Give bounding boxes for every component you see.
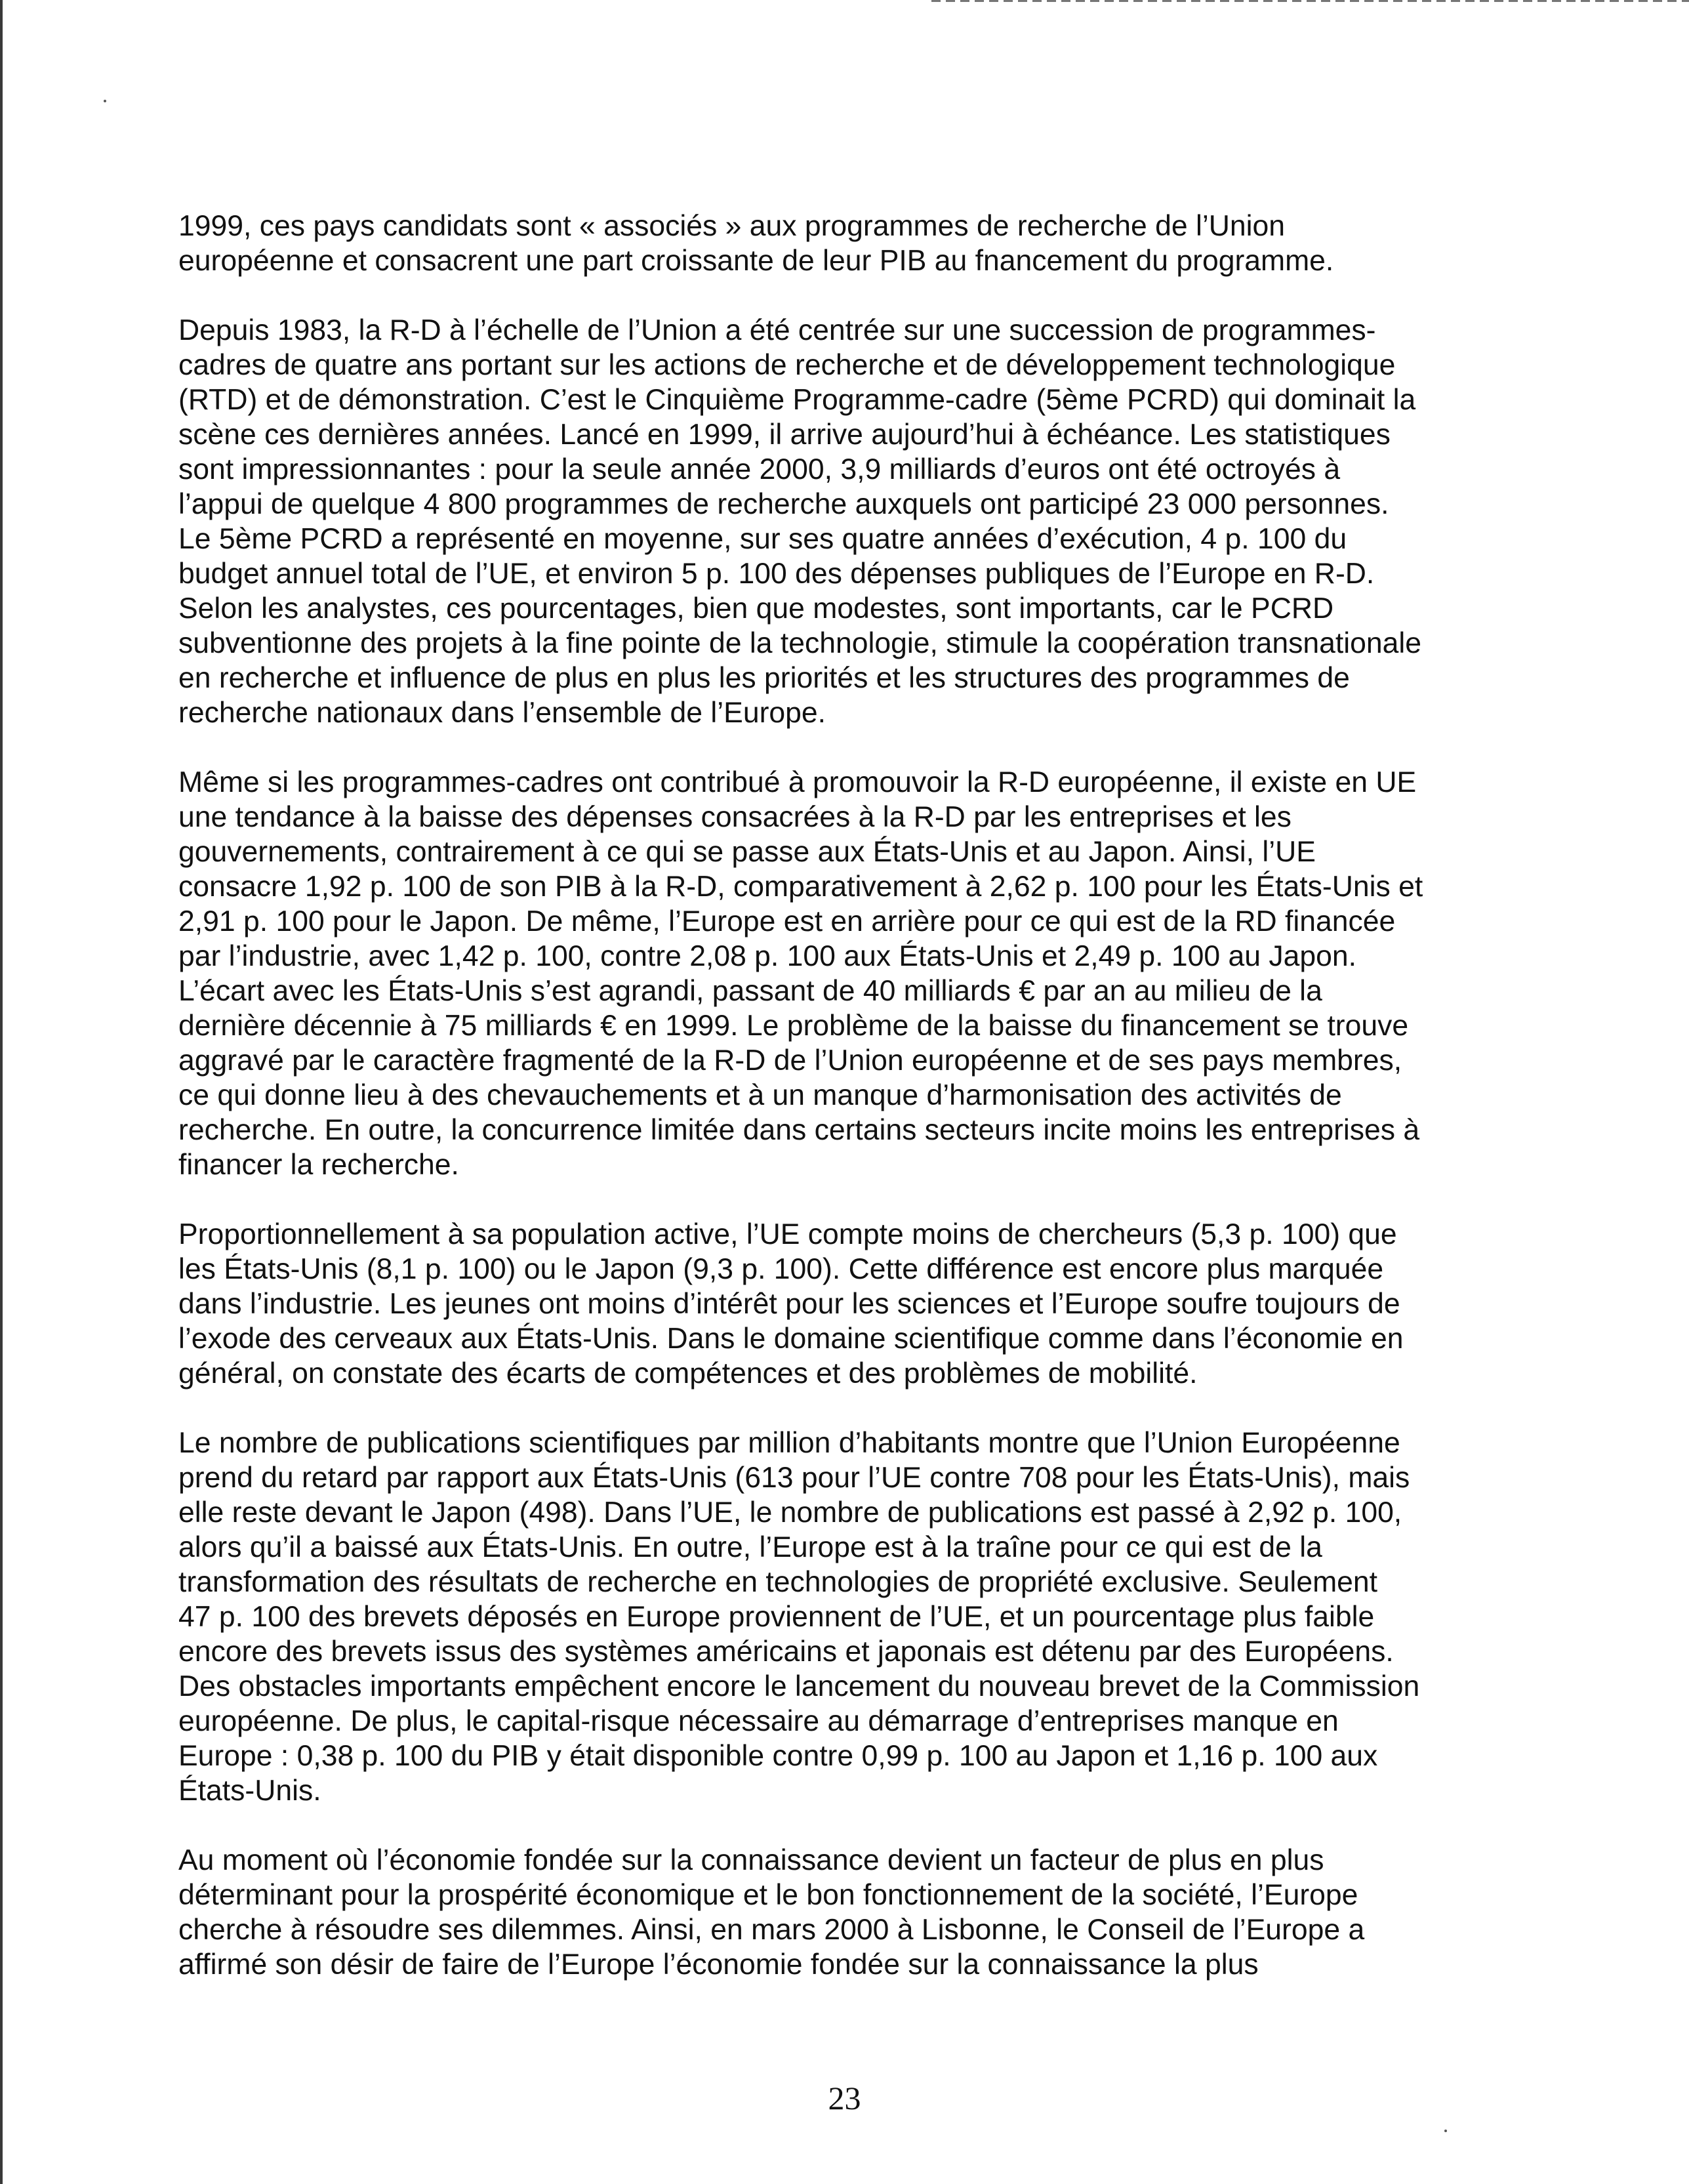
text-line: prend du retard par rapport aux États-Unis (613 pour l’UE contre 708 pour les États-Unis), mais <box>178 1462 1410 1494</box>
text-line: budget annuel total de l’UE, et environ 5 p. 100 des dépenses publiques de l’Europe en R-D. <box>178 558 1375 590</box>
text-line: recherche nationaux dans l’ensemble de l’Europe. <box>178 697 826 729</box>
text-line: Depuis 1983, la R-D à l’échelle de l’Union a été centrée sur une succession de programmes- <box>178 314 1376 346</box>
text-line: 47 p. 100 des brevets déposés en Europe proviennent de l’UE, et un pourcentage plus faible <box>178 1601 1375 1633</box>
text-line: affirmé son désir de faire de l’Europe l’économie fondée sur la connaissance la plus <box>178 1948 1259 1981</box>
text-line: Des obstacles importants empêchent encore le lancement du nouveau brevet de la Commission <box>178 1670 1420 1702</box>
paragraph <box>178 313 1503 730</box>
text-line: elle reste devant le Japon (498). Dans l’UE, le nombre de publications est passé à 2,92 p. 100, <box>178 1496 1402 1529</box>
text-line: alors qu’il a baissé aux États-Unis. En outre, l’Europe est à la traîne pour ce qui est de la <box>178 1531 1322 1563</box>
text-line: déterminant pour la prospérité économique et le bon fonctionnement de la société, l’Europe <box>178 1879 1358 1911</box>
text-line: L’écart avec les États-Unis s’est agrandi, passant de 40 milliards € par an au milieu de la <box>178 975 1322 1007</box>
text-line: sont impressionnantes : pour la seule année 2000, 3,9 milliards d’euros ont été octroyés à <box>178 453 1341 485</box>
text-line: cadres de quatre ans portant sur les actions de recherche et de développement technologique <box>178 349 1396 381</box>
text-line: l’exode des cerveaux aux États-Unis. Dans le domaine scientifique comme dans l’économie en <box>178 1323 1404 1355</box>
paragraph <box>178 765 1503 1182</box>
paragraph <box>178 1217 1503 1391</box>
scan-top-edge <box>931 0 1689 2</box>
text-line: européenne et consacrent une part croissante de leur PIB au fnancement du programme. <box>178 245 1334 277</box>
scan-speck <box>1444 2130 1447 2132</box>
text-line: général, on constate des écarts de compétences et des problèmes de mobilité. <box>178 1357 1198 1390</box>
text-line: recherche. En outre, la concurrence limitée dans certains secteurs incite moins les entreprises à <box>178 1114 1420 1146</box>
text-line: aggravé par le caractère fragmenté de la R-D de l’Union européenne et de ses pays membres, <box>178 1044 1402 1077</box>
text-line: Selon les analystes, ces pourcentages, bien que modestes, sont importants, car le PCRD <box>178 592 1334 625</box>
text-line: les États-Unis (8,1 p. 100) ou le Japon (9,3 p. 100). Cette différence est encore plus marquée <box>178 1253 1384 1285</box>
text-line: Même si les programmes-cadres ont contribué à promouvoir la R-D européenne, il existe en UE <box>178 766 1417 798</box>
text-line: une tendance à la baisse des dépenses consacrées à la R-D par les entreprises et les <box>178 801 1292 833</box>
text-line: Au moment où l’économie fondée sur la connaissance devient un facteur de plus en plus <box>178 1844 1324 1876</box>
text-line: dans l’industrie. Les jeunes ont moins d’intérêt pour les sciences et l’Europe soufre toujours de <box>178 1288 1400 1320</box>
text-line: (RTD) et de démonstration. C’est le Cinquième Programme-cadre (5ème PCRD) qui dominait la <box>178 384 1416 416</box>
paragraph <box>178 209 1503 278</box>
text-line: Europe : 0,38 p. 100 du PIB y était disponible contre 0,99 p. 100 au Japon et 1,16 p. 100 aux <box>178 1740 1378 1772</box>
text-line: dernière décennie à 75 milliards € en 1999. Le problème de la baisse du financement se trouve <box>178 1010 1409 1042</box>
text-line: cherche à résoudre ses dilemmes. Ainsi, en mars 2000 à Lisbonne, le Conseil de l’Europe a <box>178 1914 1365 1946</box>
text-line: consacre 1,92 p. 100 de son PIB à la R-D, comparativement à 2,62 p. 100 pour les États-Unis et <box>178 871 1423 903</box>
text-line: subventionne des projets à la fine pointe de la technologie, stimule la coopération transnationale <box>178 627 1421 659</box>
text-line: par l’industrie, avec 1,42 p. 100, contre 2,08 p. 100 aux États-Unis et 2,49 p. 100 au Japon. <box>178 940 1356 972</box>
paragraph <box>178 1426 1503 1808</box>
text-line: l’appui de quelque 4 800 programmes de recherche auxquels ont participé 23 000 personnes. <box>178 488 1389 520</box>
text-line: 1999, ces pays candidats sont « associés » aux programmes de recherche de l’Union <box>178 210 1286 242</box>
text-line: Le 5ème PCRD a représenté en moyenne, sur ses quatre années d’exécution, 4 p. 100 du <box>178 523 1347 555</box>
scan-speck <box>104 100 106 102</box>
text-line: Proportionnellement à sa population active, l’UE compte moins de chercheurs (5,3 p. 100) que <box>178 1218 1397 1250</box>
text-line: scène ces dernières années. Lancé en 1999, il arrive aujourd’hui à échéance. Les statistiques <box>178 419 1391 451</box>
text-line: transformation des résultats de recherche en technologies de propriété exclusive. Seulement <box>178 1566 1377 1598</box>
document-body <box>178 209 1503 1982</box>
text-line: européenne. De plus, le capital-risque nécessaire au démarrage d’entreprises manque en <box>178 1705 1339 1737</box>
text-line: ce qui donne lieu à des chevauchements et à un manque d’harmonisation des activités de <box>178 1079 1342 1111</box>
text-line: financer la recherche. <box>178 1149 459 1181</box>
page-number: 23 <box>828 2080 861 2116</box>
text-line: encore des brevets issus des systèmes américains et japonais est détenu par des Européens. <box>178 1636 1394 1668</box>
text-line: États-Unis. <box>178 1775 321 1807</box>
text-line: 2,91 p. 100 pour le Japon. De même, l’Europe est en arrière pour ce qui est de la RD financée <box>178 905 1396 937</box>
text-line: en recherche et influence de plus en plus les priorités et les structures des programmes de <box>178 662 1350 694</box>
scan-left-edge <box>0 0 3 2184</box>
paragraph <box>178 1843 1503 1982</box>
text-line: Le nombre de publications scientifiques par million d’habitants montre que l’Union Européenne <box>178 1427 1400 1459</box>
text-line: gouvernements, contrairement à ce qui se passe aux États-Unis et au Japon. Ainsi, l’UE <box>178 836 1316 868</box>
